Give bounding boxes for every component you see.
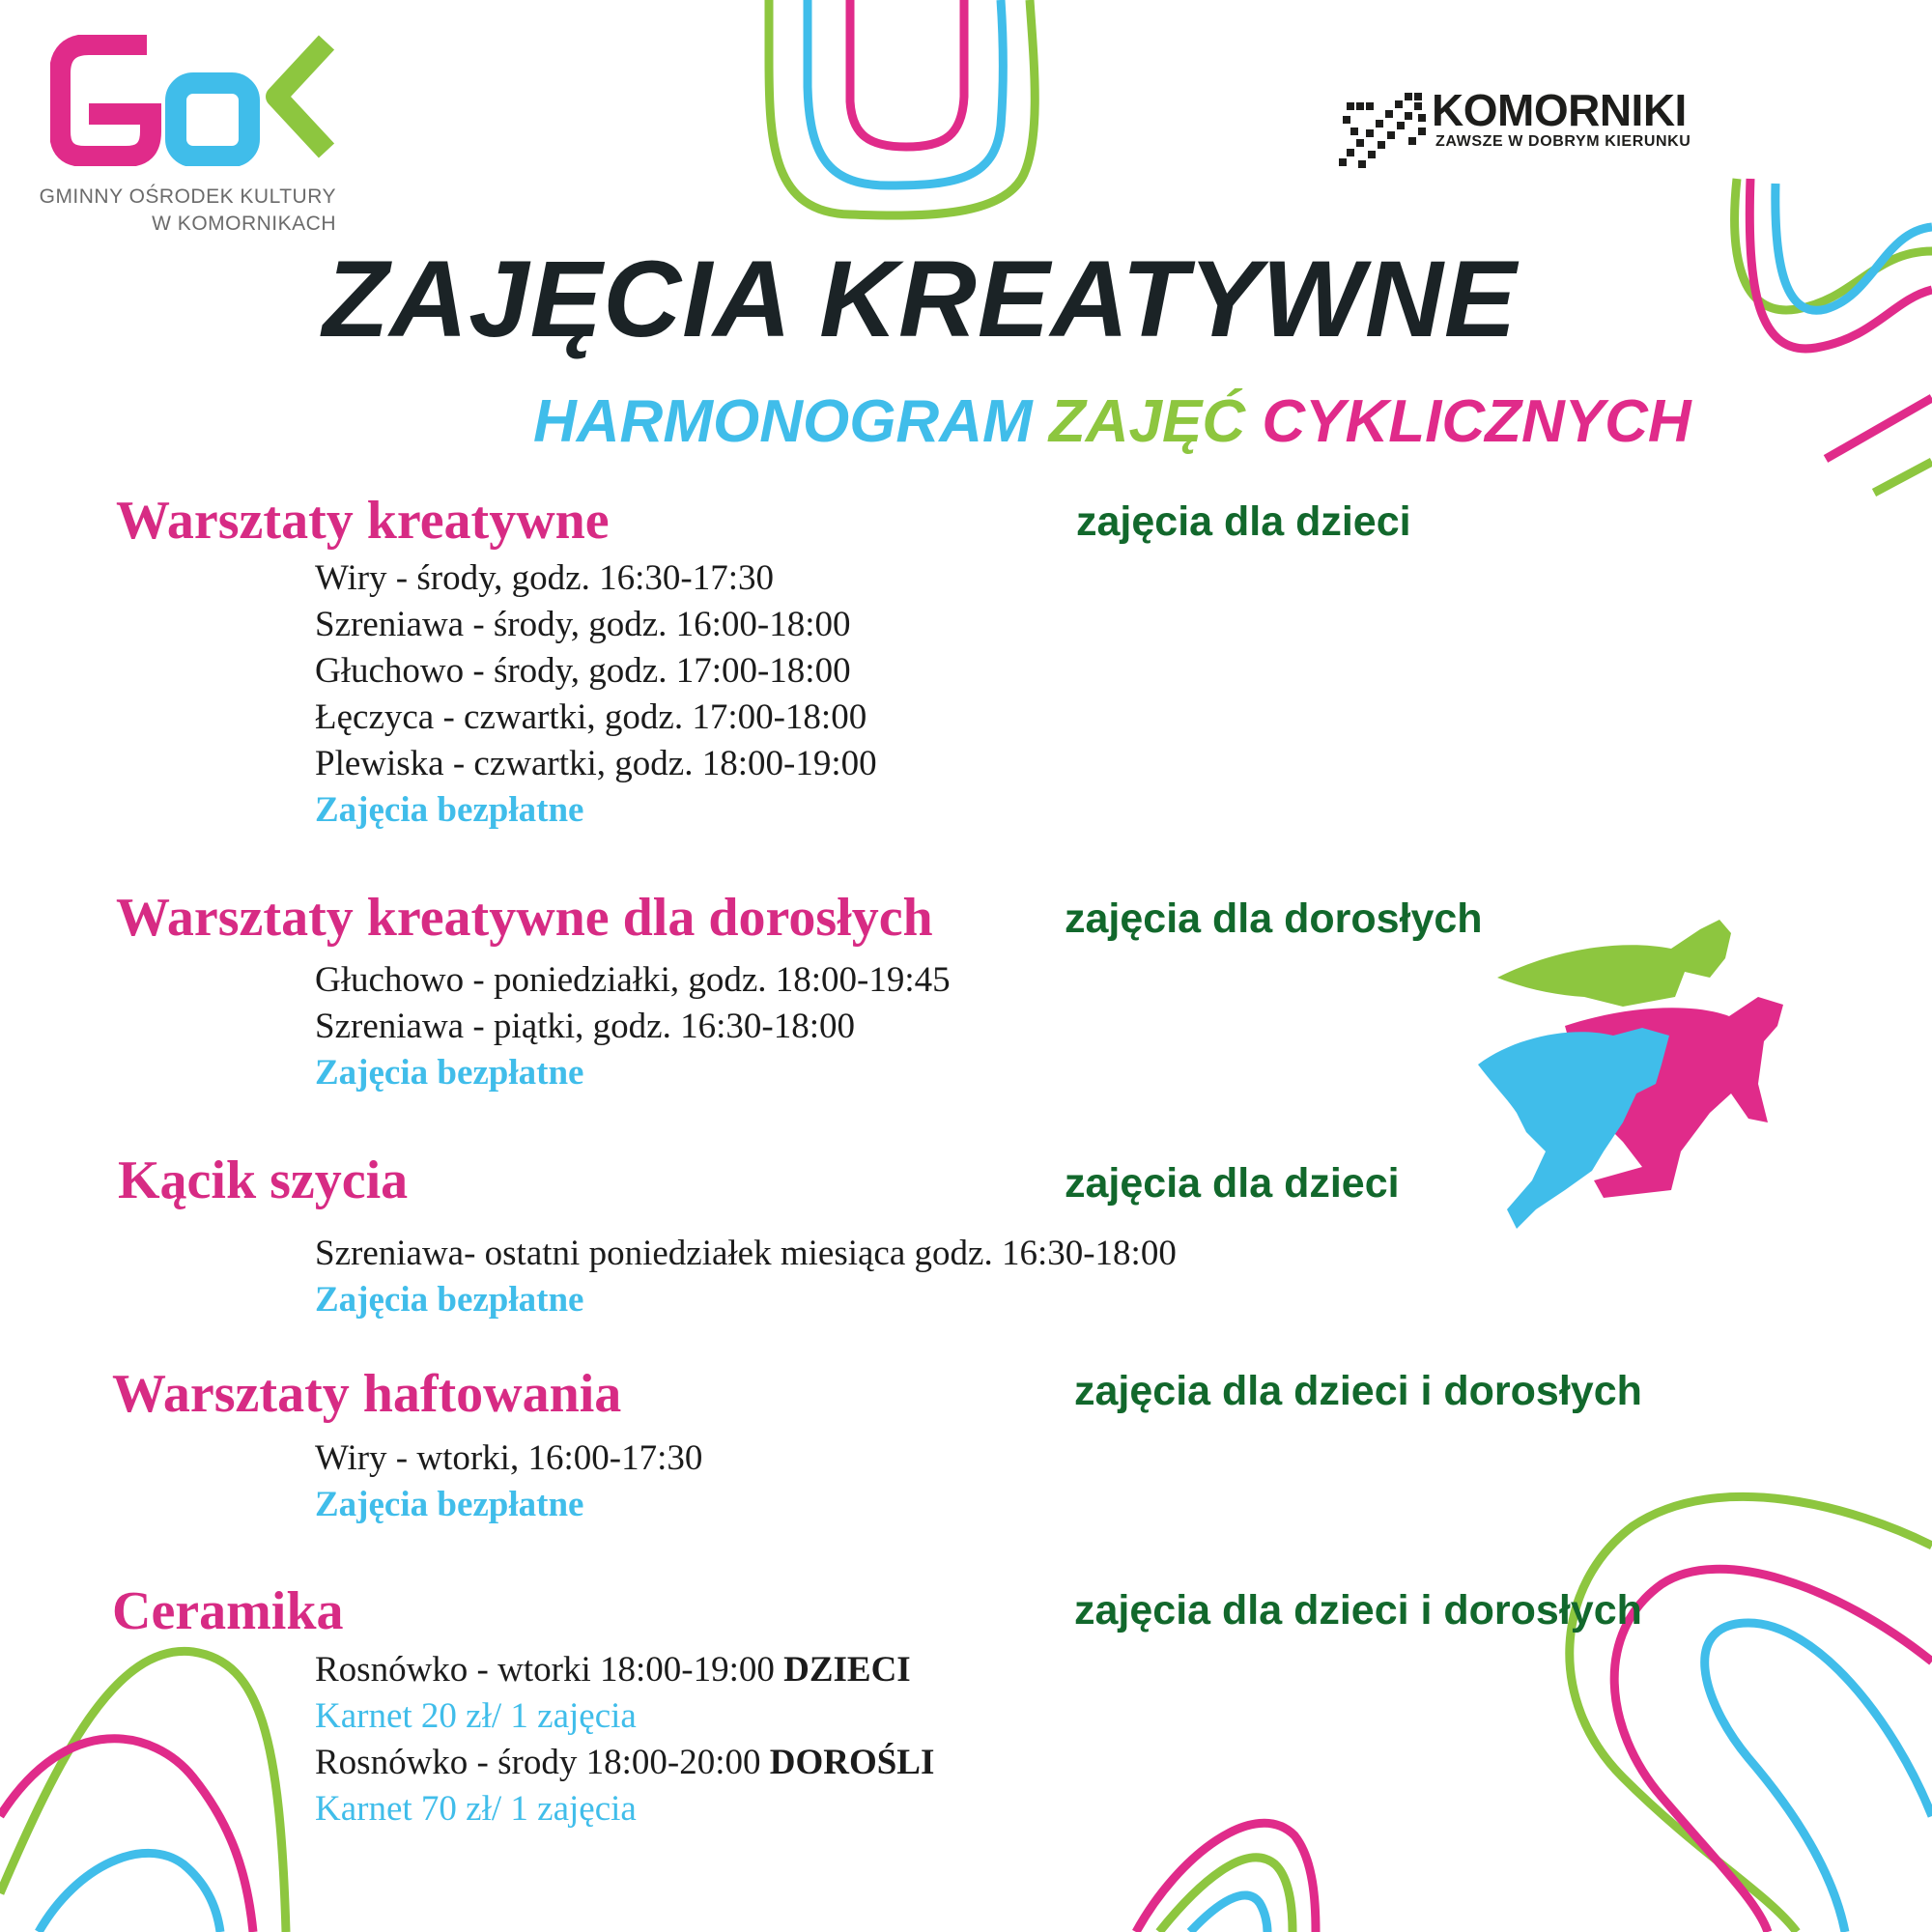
- price-note: Karnet 70 zł/ 1 zajęcia: [315, 1789, 637, 1829]
- gok-logo: [50, 35, 340, 166]
- gok-subtitle: [39, 184, 336, 238]
- free-note: Zajęcia bezpłatne: [315, 790, 584, 830]
- subtitle-part-zajec: ZAJĘĆ: [1048, 388, 1246, 455]
- section-title-warsztaty-kreatywne: Warsztaty kreatywne: [116, 491, 610, 551]
- section-title-ceramika: Ceramika: [112, 1581, 344, 1641]
- section-audience: zajęcia dla dorosłych: [1065, 895, 1483, 942]
- section-schedule: [315, 957, 951, 1096]
- schedule-text: Rosnówko - wtorki 18:00-19:00: [315, 1650, 775, 1690]
- komorniki-name: KOMORNIKI: [1432, 85, 1687, 135]
- schedule-text: Rosnówko - środy 18:00-20:00: [315, 1743, 761, 1782]
- section-audience: zajęcia dla dzieci i dorosłych: [1074, 1368, 1642, 1414]
- schedule-line: [315, 1740, 934, 1786]
- schedule-line: [315, 1647, 934, 1693]
- pegasus-illustration: [1478, 920, 1806, 1238]
- schedule-line: Szreniawa - środy, godz. 16:00-18:00: [315, 605, 851, 644]
- gok-logo-k: [276, 43, 327, 151]
- gok-logo-g: [60, 44, 151, 156]
- ribbon-bc-blue: [1190, 1895, 1267, 1932]
- page-title: ZAJĘCIA KREATYWNE: [323, 239, 1518, 359]
- section-title-kacik-szycia: Kącik szycia: [118, 1151, 409, 1210]
- ribbon-bl-blue: [39, 1853, 220, 1932]
- free-note: Zajęcia bezpłatne: [315, 1280, 584, 1320]
- schedule-line: Plewiska - czwartki, godz. 18:00-19:00: [315, 744, 877, 783]
- section-audience: zajęcia dla dzieci: [1076, 498, 1411, 545]
- section-audience: zajęcia dla dzieci i dorosłych: [1074, 1587, 1642, 1634]
- ribbon-top-pink: [850, 0, 964, 147]
- gok-logo-o: [176, 83, 249, 156]
- free-note: Zajęcia bezpłatne: [315, 1485, 584, 1524]
- section-schedule: [315, 1435, 702, 1528]
- schedule-line: Łęczyca - czwartki, godz. 17:00-18:00: [315, 697, 867, 737]
- section-schedule: [315, 1231, 1177, 1323]
- schedule-line: Szreniawa - piątki, godz. 16:30-18:00: [315, 1007, 855, 1046]
- section-audience: zajęcia dla dzieci: [1065, 1160, 1400, 1207]
- ribbon-right-diag-pink: [1826, 398, 1932, 459]
- free-note: Zajęcia bezpłatne: [315, 1053, 584, 1093]
- schedule-line: Głuchowo - poniedziałki, godz. 18:00-19:45: [315, 960, 951, 1000]
- price-note: Karnet 20 zł/ 1 zajęcia: [315, 1696, 637, 1736]
- schedule-line: Wiry - wtorki, 16:00-17:30: [315, 1438, 703, 1478]
- gok-subtitle-line1: GMINNY OŚRODEK KULTURY: [39, 185, 336, 208]
- section-schedule: [315, 555, 877, 834]
- ribbon-top-blue: [808, 0, 1003, 185]
- section-title-warsztaty-dorosli: Warsztaty kreatywne dla dorosłych: [116, 888, 933, 948]
- komorniki-tagline: ZAWSZE W DOBRYM KIERUNKU: [1435, 133, 1691, 150]
- schedule-line: Szreniawa- ostatni poniedziałek miesiąca godz. 16:30-18:00: [315, 1234, 1177, 1273]
- section-title-warsztaty-haftowania: Warsztaty haftowania: [112, 1364, 622, 1424]
- page-subtitle: [533, 388, 1691, 456]
- komorniki-arrow-icon: [1337, 89, 1430, 176]
- subtitle-part-cyklicznych: CYKLICZNYCH: [1262, 388, 1691, 455]
- schedule-tag-dzieci: DZIECI: [783, 1650, 911, 1690]
- subtitle-part-harmonogram: HARMONOGRAM: [533, 388, 1033, 455]
- schedule-tag-dorosli: DOROŚLI: [769, 1743, 935, 1782]
- schedule-line: Wiry - środy, godz. 16:30-17:30: [315, 558, 774, 598]
- section-schedule: [315, 1647, 934, 1833]
- schedule-line: Głuchowo - środy, godz. 17:00-18:00: [315, 651, 851, 691]
- ribbon-right-diag-green: [1874, 462, 1932, 493]
- pegasus-green: [1497, 920, 1731, 1007]
- ribbon-right-blue: [1776, 184, 1932, 310]
- gok-subtitle-line2: W KOMORNIKACH: [152, 213, 336, 235]
